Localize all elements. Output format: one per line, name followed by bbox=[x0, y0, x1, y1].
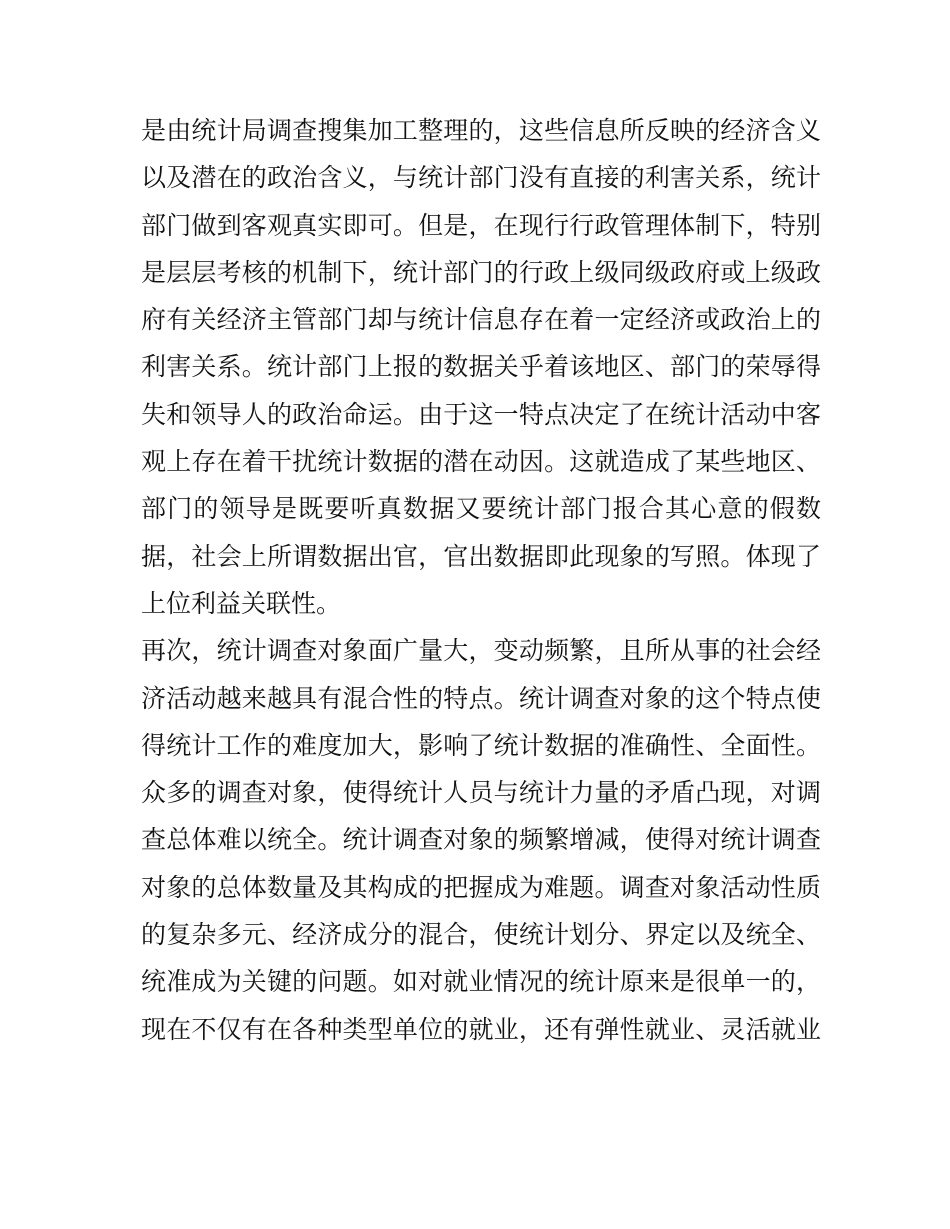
text-line: 济活动越来越具有混合性的特点。统计调查对象的这个特点使 bbox=[141, 683, 821, 713]
text-line: 以及潜在的政治含义，与统计部门没有直接的利害关系，统计 bbox=[141, 163, 821, 193]
text-line: 府有关经济主管部门却与统计信息存在着一定经济或政治上的 bbox=[141, 305, 821, 335]
text-line: 统准成为关键的问题。如对就业情况的统计原来是很单一的， bbox=[141, 967, 821, 997]
text-line: 失和领导人的政治命运。由于这一特点决定了在统计活动中客 bbox=[141, 399, 821, 429]
text-line: 是层层考核的机制下，统计部门的行政上级同级政府或上级政 bbox=[141, 257, 821, 287]
text-line: 的复杂多元、经济成分的混合，使统计划分、界定以及统全、 bbox=[141, 920, 821, 950]
text-line: 是由统计局调查搜集加工整理的，这些信息所反映的经济含义 bbox=[141, 116, 821, 145]
text-line: 部门的领导是既要听真数据又要统计部门报合其心意的假数 bbox=[141, 494, 821, 524]
text-line: 对象的总体数量及其构成的把握成为难题。调查对象活动性质 bbox=[141, 872, 821, 902]
text-line: 再次，统计调查对象面广量大，变动频繁，且所从事的社会经 bbox=[141, 636, 821, 666]
text-line: 据，社会上所谓数据出官，官出数据即此现象的写照。体现了 bbox=[141, 541, 821, 571]
text-line: 利害关系。统计部门上报的数据关乎着该地区、部门的荣辱得 bbox=[141, 352, 821, 382]
body-text bbox=[141, 107, 821, 1053]
text-line: 查总体难以统全。统计调查对象的频繁增减，使得对统计调查 bbox=[141, 825, 821, 855]
text-line: 现在不仅有在各种类型单位的就业，还有弹性就业、灵活就业 bbox=[141, 1014, 821, 1044]
text-line: 部门做到客观真实即可。但是，在现行行政管理体制下，特别 bbox=[141, 210, 821, 240]
paragraph bbox=[141, 627, 821, 1053]
text-line: 得统计工作的难度加大，影响了统计数据的准确性、全面性。 bbox=[141, 730, 821, 760]
text-line: 上位利益关联性。 bbox=[141, 588, 342, 618]
text-line: 众多的调查对象，使得统计人员与统计力量的矛盾凸现，对调 bbox=[141, 778, 821, 808]
paragraph bbox=[141, 107, 821, 627]
text-line: 观上存在着干扰统计数据的潜在动因。这就造成了某些地区、 bbox=[141, 447, 821, 477]
